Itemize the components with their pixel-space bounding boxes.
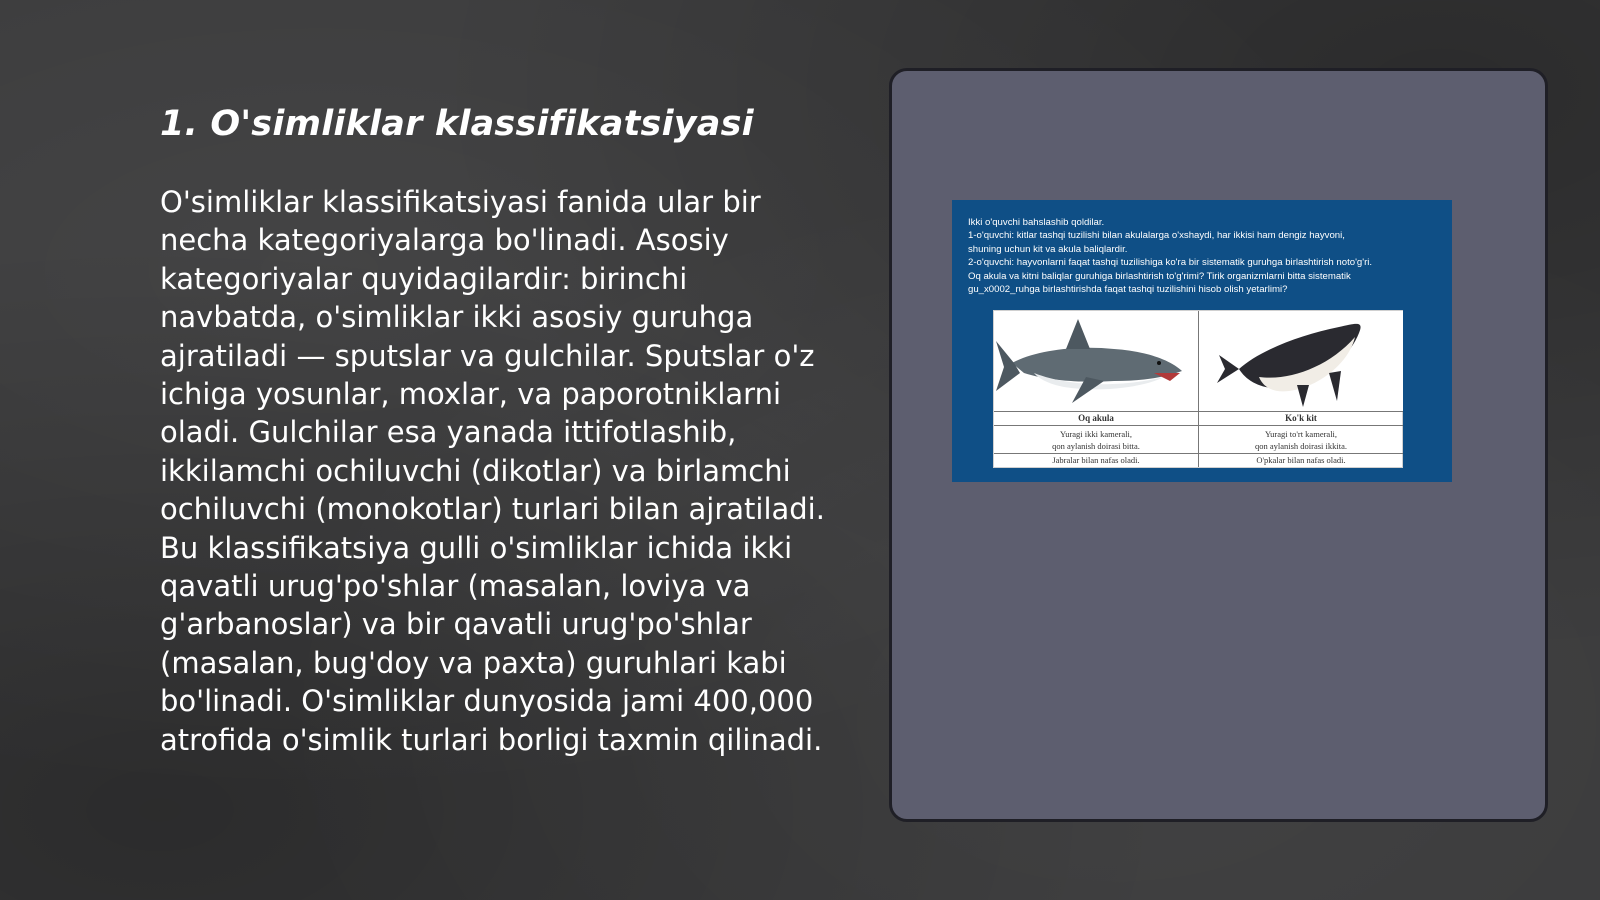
embedded-worksheet-image	[952, 200, 1452, 482]
whale-breathing: O'pkalar bilan nafas oladi.	[1199, 453, 1403, 467]
dialog-line: 1-o'quvchi: kitlar tashqi tuzilishi bilan akulalarga o'xshaydi, har ikkisi ham dengiz hayvoni,	[968, 230, 1345, 242]
shark-description	[994, 425, 1198, 453]
shark-illustration	[994, 311, 1198, 411]
whale-illustration	[1199, 311, 1403, 411]
slide-title: 1. O'simliklar klassifikatsiyasi	[160, 104, 754, 144]
shark-breathing: Jabralar bilan nafas oladi.	[994, 453, 1198, 467]
shark-column	[994, 311, 1199, 467]
shark-name: Oq akula	[994, 411, 1198, 425]
comparison-table	[993, 310, 1403, 468]
whale-column	[1199, 311, 1403, 467]
whale-desc-line: Yuragi to'rt kamerali,	[1264, 429, 1338, 439]
whale-description	[1199, 425, 1403, 453]
dialog-line: Oq akula va kitni baliqlar guruhiga birlashtirish to'g'rimi? Tirik organizmlarni bitta sistematik	[968, 270, 1351, 282]
image-placeholder-frame	[889, 68, 1548, 822]
dialog-text	[968, 216, 1436, 296]
dialog-line: gu_x0002_ruhga birlashtirishda faqat tashqi tuzilishini hisob olish yetarlimi?	[968, 284, 1288, 296]
shark-desc-line: Yuragi ikki kamerali,	[1060, 429, 1132, 439]
dialog-line: 2-o'quvchi: hayvonlarni faqat tashqi tuzilishiga ko'ra bir sistematik guruhga birlashtirish noto'g'ri.	[968, 257, 1373, 269]
dialog-line: shuning uchun kit va akula baliqlardir.	[968, 243, 1128, 255]
shark-desc-line: qon aylanish doirasi bitta.	[1052, 441, 1140, 451]
whale-name: Ko'k kit	[1199, 411, 1403, 425]
whale-desc-line: qon aylanish doirasi ikkita.	[1254, 441, 1348, 451]
dialog-line: Ikki o'quvchi bahslashib qoldilar.	[968, 217, 1105, 228]
slide-body-text: O'simliklar klassifikatsiyasi fanida ular bir necha kategoriyalarga bo'linadi. Asosiy kategoriyalar quyidagilardir: birinchi navbatda, o'simliklar ikki asosiy guruhga ajratiladi — sputslar va gulchilar. Sputslar o'z ichiga yosunlar, moxlar, va paporotniklarni oladi. Gulchilar esa yanada ittifotlashib, ikkilamchi ochiluvchi (dikotlar) va birlamchi ochiluvchi (monokotlar) turlari bilan ajratiladi. Bu klassifikatsiya gulli o'simliklar ichida ikki qavatli urug'po'shlar (masalan, loviya va g'arbanoslar) va bir qavatli urug'po'shlar (masalan, bug'doy va paxta) guruhlari kabi bo'linadi. O'simliklar dunyosida jami 400,000 atrofida o'simlik turlari borligi taxmin qilinadi.	[160, 185, 825, 757]
